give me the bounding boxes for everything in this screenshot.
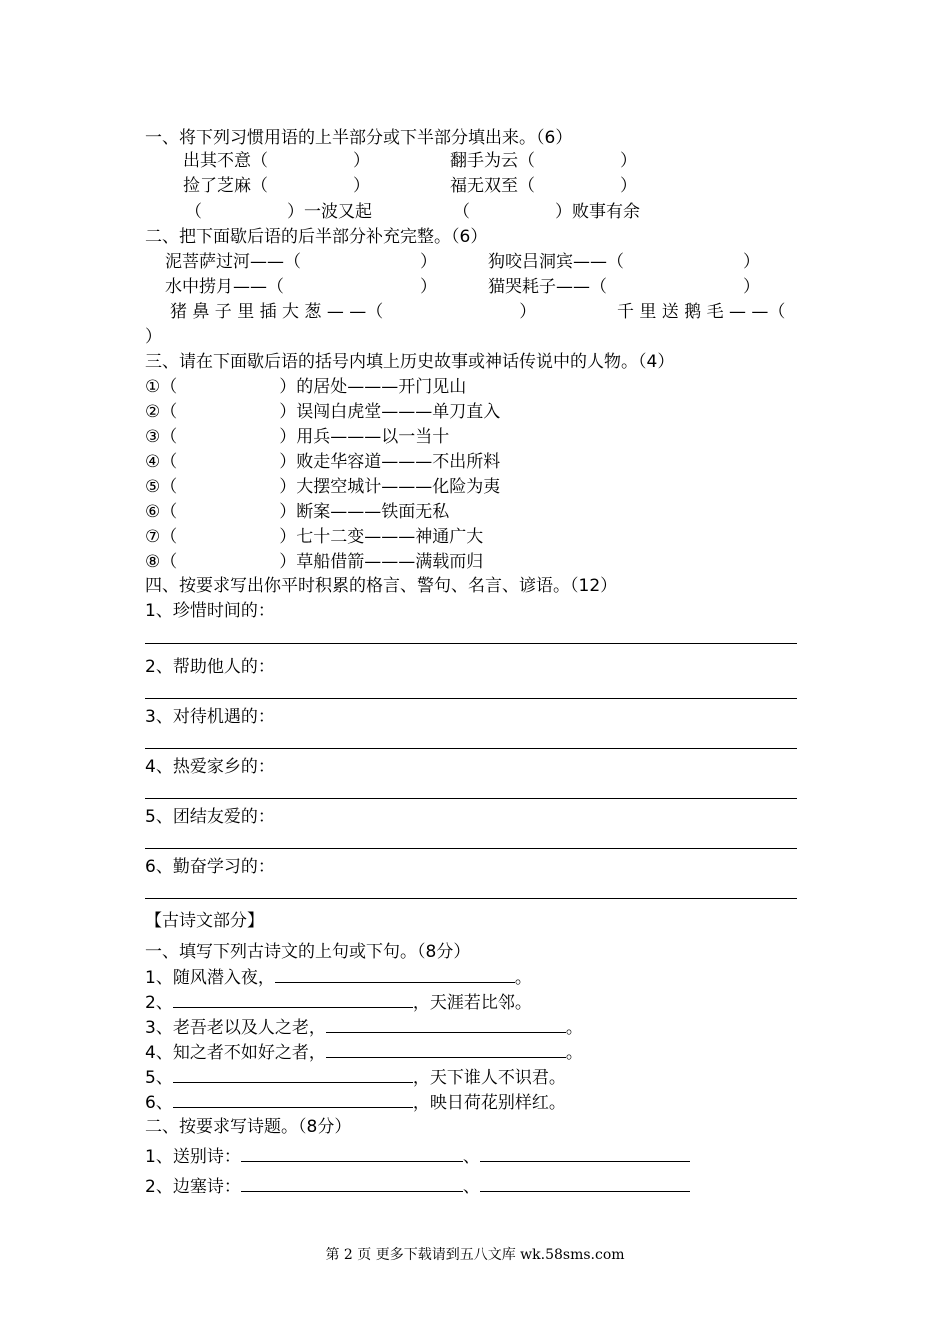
s2-item: 猪 鼻 子 里 插 大 葱 — —（ ） <box>170 302 537 322</box>
s4-item: 6、勤奋学习的： <box>145 857 275 877</box>
poem-line <box>145 1041 583 1064</box>
s3-item: ②（ ）误闯白虎堂———单刀直入 <box>145 402 501 422</box>
s3-item: ⑤（ ）大摆空城计———化险为夷 <box>145 477 501 497</box>
s3-item: ④（ ）败走华容道———不出所料 <box>145 452 501 472</box>
answer-line[interactable] <box>145 698 797 699</box>
poetry-s1-title: 一、填写下列古诗文的上句或下句。（8分） <box>145 942 471 962</box>
page-footer: 第 2 页 更多下载请到五八文库 wk.58sms.com <box>325 1247 625 1263</box>
poem-sep: 、 <box>462 1177 480 1197</box>
fill-blank[interactable] <box>173 1066 413 1083</box>
poem-line <box>145 1016 583 1039</box>
s1-item: （ ）败事有余 <box>453 202 640 222</box>
s2-item: 水中捞月——（ ） <box>165 277 437 297</box>
poem-text: 。 <box>565 1018 583 1038</box>
poem-text: 1、随风潜入夜， <box>145 968 275 988</box>
poem-text: ，天涯若比邻。 <box>412 993 532 1013</box>
fill-blank[interactable] <box>480 1145 690 1162</box>
poem-text: 6、 <box>145 1093 173 1113</box>
s2-item: 千 里 送 鹅 毛 — —（ <box>617 302 786 322</box>
poem-text: 。 <box>514 968 532 988</box>
s2-item-cont: ） <box>145 327 162 347</box>
s1-title: 一、将下列习惯用语的上半部分或下半部分填出来。（6） <box>145 128 573 148</box>
poem-text: 5、 <box>145 1068 173 1088</box>
poem-title-line <box>145 1175 690 1198</box>
poem-text: 2、边塞诗： <box>145 1177 241 1197</box>
s3-item: ⑦（ ）七十二变———神通广大 <box>145 527 484 547</box>
s2-title: 二、把下面歇后语的后半部分补充完整。（6） <box>145 227 488 247</box>
poem-title-line <box>145 1145 690 1168</box>
s3-item: ⑧（ ）草船借箭———满载而归 <box>145 552 484 572</box>
poem-sep: 、 <box>462 1147 480 1167</box>
s1-item: 出其不意（ ） <box>183 151 370 171</box>
s1-item: （ ）一波又起 <box>185 202 372 222</box>
poem-line <box>145 1091 566 1114</box>
s1-item: 翻手为云（ ） <box>450 151 637 171</box>
poem-text: 。 <box>565 1043 583 1063</box>
s2-item: 狗咬吕洞宾——（ ） <box>488 252 760 272</box>
answer-line[interactable] <box>145 643 797 644</box>
poem-text: 1、送别诗： <box>145 1147 241 1167</box>
s4-item: 4、热爱家乡的： <box>145 757 275 777</box>
poem-text: 3、老吾老以及人之老， <box>145 1018 326 1038</box>
fill-blank[interactable] <box>173 1091 413 1108</box>
fill-blank[interactable] <box>241 1145 463 1162</box>
poetry-s2-title: 二、按要求写诗题。（8分） <box>145 1117 352 1137</box>
poem-text: ，天下谁人不识君。 <box>412 1068 566 1088</box>
poem-line <box>145 1066 566 1089</box>
s3-item: ①（ ）的居处———开门见山 <box>145 377 467 397</box>
s3-title: 三、请在下面歇后语的括号内填上历史故事或神话传说中的人物。（4） <box>145 352 675 372</box>
answer-line[interactable] <box>145 748 797 749</box>
s4-item: 1、珍惜时间的： <box>145 601 275 621</box>
s4-item: 3、对待机遇的： <box>145 707 275 727</box>
s2-item: 猫哭耗子——（ ） <box>488 277 760 297</box>
poem-text: 4、知之者不如好之者， <box>145 1043 326 1063</box>
fill-blank[interactable] <box>326 1041 566 1058</box>
s4-item: 5、团结友爱的： <box>145 807 275 827</box>
answer-line[interactable] <box>145 798 797 799</box>
fill-blank[interactable] <box>275 966 515 983</box>
fill-blank[interactable] <box>241 1175 463 1192</box>
poem-line <box>145 991 532 1014</box>
fill-blank[interactable] <box>480 1175 690 1192</box>
s4-title: 四、按要求写出你平时积累的格言、警句、名言、谚语。（12） <box>145 576 618 596</box>
fill-blank[interactable] <box>326 1016 566 1033</box>
s3-item: ⑥（ ）断案———铁面无私 <box>145 502 450 522</box>
poem-text: 2、 <box>145 993 173 1013</box>
poem-text: ，映日荷花别样红。 <box>412 1093 566 1113</box>
s4-item: 2、帮助他人的： <box>145 657 275 677</box>
poem-line <box>145 966 532 989</box>
s2-item: 泥菩萨过河——（ ） <box>165 252 437 272</box>
answer-line[interactable] <box>145 848 797 849</box>
s1-item: 捡了芝麻（ ） <box>183 176 370 196</box>
s3-item: ③（ ）用兵———以一当十 <box>145 427 450 447</box>
fill-blank[interactable] <box>173 991 413 1008</box>
poetry-header: 【古诗文部分】 <box>145 911 264 931</box>
s1-item: 福无双至（ ） <box>450 176 637 196</box>
answer-line[interactable] <box>145 898 797 899</box>
